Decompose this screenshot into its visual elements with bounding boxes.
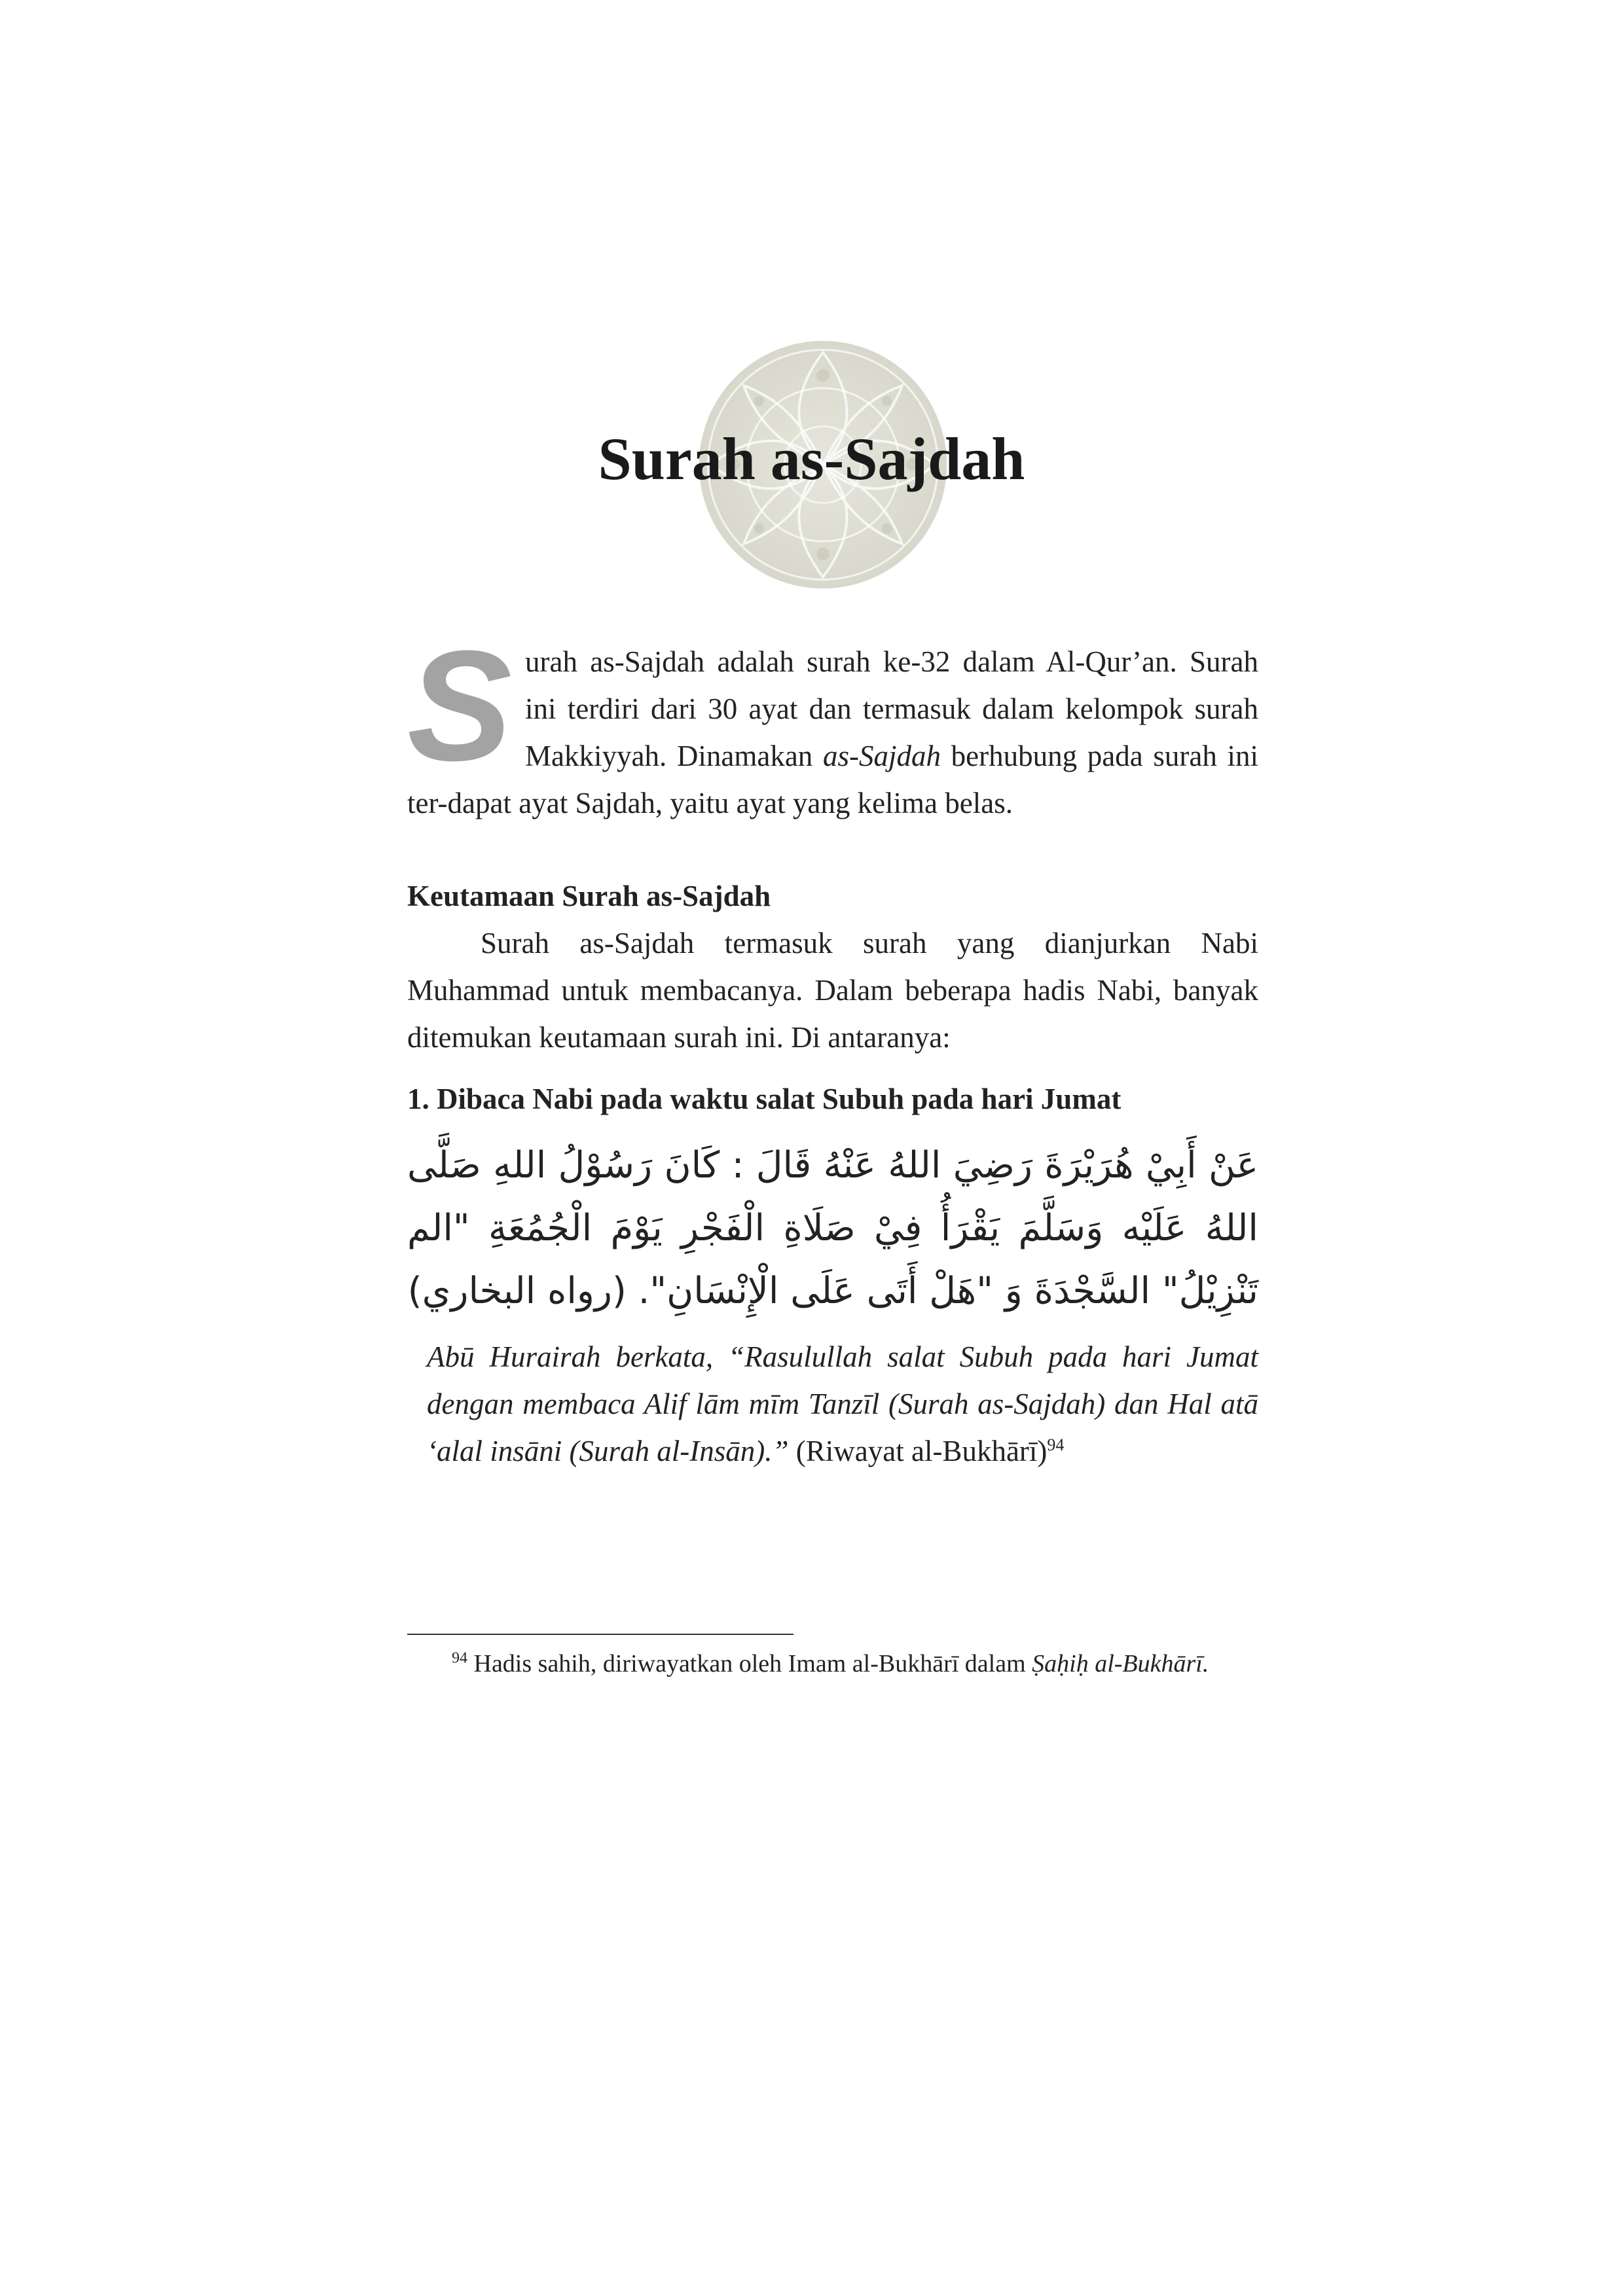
footnote-text: Hadis sahih, diriwayatkan oleh Imam al-Bukhārī dalam bbox=[467, 1650, 1032, 1677]
intro-italic-term: as-Sajdah bbox=[822, 740, 941, 772]
section-heading: Keutamaan Surah as-Sajdah bbox=[407, 880, 771, 912]
section-paragraph: Surah as-Sajdah termasuk surah yang dianjurkan Nabi Muhammad untuk membacanya. Dalam beberapa hadis Nabi, banyak ditemukan keutamaan surah ini. Di antaranya: bbox=[407, 927, 1258, 1054]
translation-text: Abū Hurairah berkata, “Rasulullah salat Subuh pada hari Jumat dengan membaca Alif lām mīm Tanzīl (Surah as-Sajdah) dan Hal atā ‘alal insāni (Surah al-Insān).” bbox=[427, 1340, 1258, 1467]
drop-cap: S bbox=[407, 618, 513, 793]
footnote-divider bbox=[407, 1634, 793, 1635]
footnote-number: 94 bbox=[452, 1649, 467, 1667]
intro-paragraph bbox=[407, 618, 1258, 827]
footnote bbox=[452, 1647, 1264, 1681]
page-title: Surah as-Sajdah bbox=[598, 425, 1025, 492]
footnote-reference[interactable]: 94 bbox=[1047, 1435, 1065, 1454]
point-1-heading: 1. Dibaca Nabi pada waktu salat Subuh pada hari Jumat bbox=[407, 1083, 1122, 1115]
footnote-book-title: Ṣaḥiḥ al-Bukhārī. bbox=[1032, 1650, 1209, 1677]
arabic-hadith-text: عَنْ أَبِيْ هُرَيْرَةَ رَضِيَ اللهُ عَنْهُ قَالَ : كَانَ رَسُوْلُ اللهِ صَلَّى اللهُ عَلَيْه وَسَلَّمَ يَقْرَأُ فِيْ صَلَاةِ الْفَجْرِ يَوْمَ الْجُمُعَةِ "الم تَنْزِيْلُ" السَّجْدَةَ وَ "هَلْ أَتَى عَلَى الْإِنْسَانِ". (رواه البخاري) bbox=[407, 1144, 1258, 1312]
translation-source: (Riwayat al-Bukhārī) bbox=[788, 1435, 1048, 1467]
intro-text-start: urah as-Sajdah adalah surah ke-32 dalam Al-Qur’an. Surah ini terdiri dari 30 ayat dan termasuk dalam kelompok surah Makkiyyah. Dinamakan bbox=[525, 645, 1258, 772]
intro-text-end: berhubung pada surah ini ter-dapat ayat Sajdah, yaitu ayat yang kelima belas. bbox=[407, 740, 1258, 819]
main-content bbox=[407, 618, 1258, 1475]
hadith-translation bbox=[407, 1333, 1258, 1475]
